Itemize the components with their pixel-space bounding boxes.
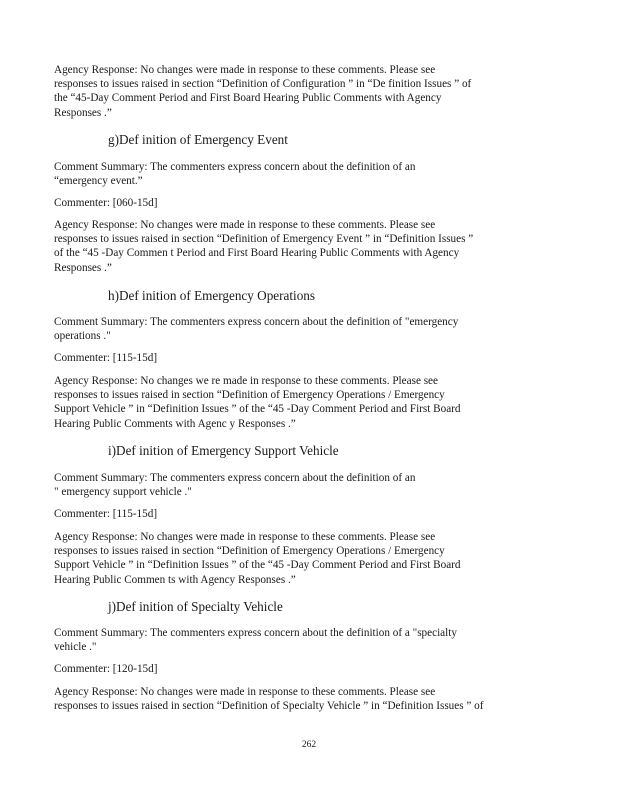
commenter-line — [54, 507, 564, 521]
text-line: Responses .” — [54, 106, 112, 119]
agency-response-paragraph — [54, 685, 564, 713]
comment-summary-paragraph — [54, 471, 564, 499]
text-line: " emergency support vehicle ." — [54, 486, 192, 499]
text-line: responses to issues raised in section “Definition of Emergency Operations / Emergency — [54, 389, 445, 402]
comment-summary-paragraph — [54, 160, 564, 188]
commenter-line — [54, 351, 564, 365]
text-line: Hearing Public Comments with Agenc y Responses .” — [54, 417, 296, 430]
text-line: Comment Summary: The commenters express concern about the definition of "emergency — [54, 316, 459, 328]
text-line: responses to issues raised in section “Definition of Emergency Event ” in “Definition Issues ” — [54, 233, 474, 246]
text-line: Commenter: [115-15d] — [54, 508, 158, 520]
text-line: Agency Response: No changes were made in response to these comments. Please see — [54, 219, 436, 231]
text-line: Agency Response: No changes were made in response to these comments. Please see — [54, 531, 436, 543]
section-heading-emergency-event: g)Def inition of Emergency Event — [108, 132, 288, 147]
commenter-line — [54, 196, 564, 210]
text-line: Support Vehicle ” in “Definition Issues ” of the “45 -Day Comment Period and First Board — [54, 403, 461, 416]
text-line: of the “45 -Day Commen t Period and First Board Hearing Public Comments with Agency — [54, 247, 460, 260]
text-line: Responses .” — [54, 261, 112, 274]
section-heading-emergency-operations: h)Def inition of Emergency Operations — [108, 288, 316, 303]
text-line: Comment Summary: The commenters express concern about the definition of an — [54, 161, 416, 173]
text-line: Hearing Public Commen ts with Agency Responses .” — [54, 573, 296, 586]
text-line: Commenter: [115-15d] — [54, 352, 158, 364]
text-line: Commenter: [060-15d] — [54, 197, 158, 209]
text-line: Agency Response: No changes we re made in response to these comments. Please see — [54, 375, 438, 387]
text-line: responses to issues raised in section “Definition of Configuration ” in “De finition Issues ” of — [54, 78, 472, 91]
text-line: the “45-Day Comment Period and First Board Hearing Public Comments with Agency — [54, 92, 442, 105]
agency-response-paragraph — [54, 63, 564, 120]
comment-summary-paragraph — [54, 315, 564, 343]
text-line: Comment Summary: The commenters express concern about the definition of a "specialty — [54, 627, 457, 639]
comment-summary-paragraph — [54, 626, 564, 654]
text-line: Agency Response: No changes were made in response to these comments. Please see — [54, 686, 436, 698]
text-line: Commenter: [120-15d] — [54, 663, 158, 675]
text-line: Support Vehicle ” in “Definition Issues ” of the “45 -Day Comment Period and First Board — [54, 559, 461, 572]
agency-response-paragraph — [54, 374, 564, 431]
agency-response-paragraph — [54, 530, 564, 587]
text-line: operations ." — [54, 330, 111, 343]
text-line: Agency Response: No changes were made in response to these comments. Please see — [54, 64, 436, 76]
text-line: responses to issues raised in section “Definition of Emergency Operations / Emergency — [54, 545, 445, 558]
agency-response-paragraph — [54, 218, 564, 275]
section-heading-emergency-support-vehicle: i)Def inition of Emergency Support Vehicle — [108, 443, 339, 458]
text-line: responses to issues raised in section “Definition of Specialty Vehicle ” in “Definition Issues ” of — [54, 700, 484, 713]
text-line: Comment Summary: The commenters express concern about the definition of an — [54, 472, 416, 484]
page-number: 262 — [301, 740, 317, 750]
text-line: “emergency event.” — [54, 175, 143, 188]
text-line: vehicle ." — [54, 641, 97, 654]
section-heading-specialty-vehicle: j)Def inition of Specialty Vehicle — [108, 599, 283, 614]
commenter-line — [54, 662, 564, 676]
